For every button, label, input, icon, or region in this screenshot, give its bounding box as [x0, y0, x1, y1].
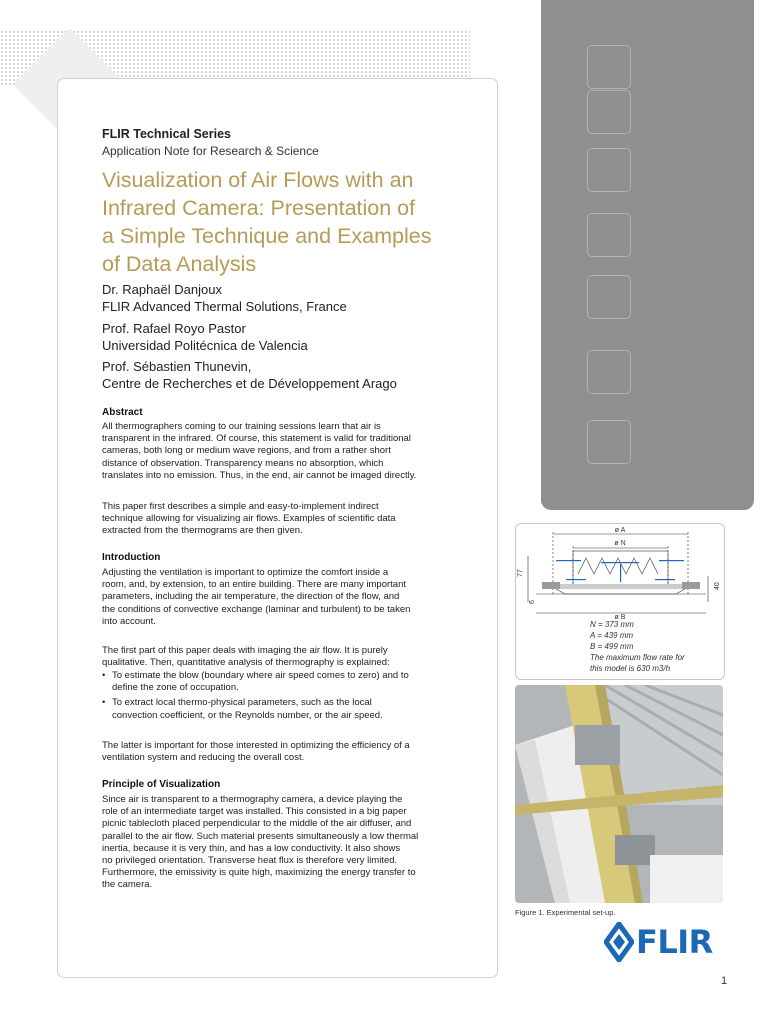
- author-affiliation: Universidad Politécnica de Valencia: [102, 338, 308, 353]
- text-line: parameters, including the air temperature, the direction of the flow, and: [102, 591, 400, 603]
- decorative-square: [587, 148, 631, 192]
- introduction-paragraph: [102, 567, 472, 628]
- label-diameter-b: ø B: [614, 614, 626, 621]
- spec-line: A = 439 mm: [590, 631, 634, 640]
- label-diameter-n: ø N: [614, 540, 626, 547]
- text-line: All thermographers coming to our training sessions learn that air is: [102, 421, 381, 432]
- text-line: the camera.: [102, 879, 153, 891]
- introduction-paragraph: [102, 645, 472, 669]
- text-line: Adjusting the ventilation is important to optimize the comfort inside a: [102, 567, 389, 578]
- text-line: picnic tablecloth placed perpendicular to the middle of the air diffuser, and: [102, 818, 412, 830]
- label-diameter-a: ø A: [614, 527, 626, 534]
- title-line: Visualization of Air Flows with an: [102, 168, 414, 192]
- diffuser-specs: [590, 619, 685, 674]
- author-name: Prof. Sébastien Thunevin,: [102, 359, 252, 374]
- decorative-square: [587, 90, 631, 134]
- dimension-label: 40: [714, 582, 721, 590]
- title-line: a Simple Technique and Examples: [102, 224, 432, 248]
- author-affiliation: FLIR Advanced Thermal Solutions, France: [102, 299, 347, 314]
- introduction-paragraph: [102, 740, 472, 764]
- author-block: [102, 320, 308, 354]
- text-line: no privileged orientation. Transverse heat flux is therefore very limited.: [102, 855, 398, 867]
- bullet-list: [102, 670, 472, 722]
- application-note-label: Application Note for Research & Science: [102, 144, 319, 158]
- abstract-paragraph: [102, 421, 472, 482]
- flir-wordmark: FLIR: [636, 923, 713, 961]
- author-name: Prof. Rafael Royo Pastor: [102, 321, 246, 336]
- text-line: Since air is transparent to a thermography camera, a device playing the: [102, 794, 403, 805]
- decorative-square: [587, 420, 631, 464]
- text-line: convection coefficient, or the Reynolds number, or the air speed.: [112, 709, 383, 721]
- title-line: of Data Analysis: [102, 252, 257, 276]
- abstract-paragraph: [102, 501, 472, 538]
- principle-heading: Principle of Visualization: [102, 779, 221, 790]
- text-line: extracted from the thermograms are then given.: [102, 525, 303, 537]
- bullet-marker: •: [102, 697, 106, 709]
- spec-line: B = 499 mm: [590, 642, 634, 651]
- text-line: inertia, because it is very thin, and has a low conductivity. It also shows: [102, 842, 401, 854]
- document-title: [102, 166, 492, 278]
- text-line: The first part of this paper deals with imaging the air flow. It is purely: [102, 645, 388, 656]
- principle-paragraph: [102, 794, 472, 892]
- text-line: role of an intermediate target was installed. This consisted in a big paper: [102, 806, 407, 818]
- decorative-square: [587, 275, 631, 319]
- introduction-heading: Introduction: [102, 552, 161, 563]
- text-line: into account.: [102, 615, 156, 627]
- author-block: [102, 281, 347, 315]
- flir-diamond-icon: [604, 922, 634, 962]
- text-line: To extract local thermo-physical parameters, such as the local: [112, 697, 372, 709]
- text-line: distance of observation. Transparency means no absorption, which: [102, 457, 384, 469]
- author-name: Dr. Raphaël Danjoux: [102, 282, 222, 297]
- series-label: FLIR Technical Series: [102, 127, 231, 141]
- decorative-square: [587, 350, 631, 394]
- text-line: transparent in the infrared. Of course, this statement is valid for traditional: [102, 433, 411, 445]
- text-line: translates into no emission. Thus, in the end, air cannot be imaged directly.: [102, 469, 417, 481]
- abstract-heading: Abstract: [102, 407, 143, 418]
- page-number: 1: [721, 975, 728, 987]
- bullet-marker: •: [102, 670, 106, 681]
- decorative-grey-column: [541, 0, 754, 510]
- title-line: Infrared Camera: Presentation of: [102, 196, 416, 220]
- text-line: To estimate the blow (boundary where air speed comes to zero) and to: [112, 670, 409, 681]
- text-line: Furthermore, the emissivity is quite high, maximizing the energy transfer to: [102, 867, 416, 879]
- text-line: The latter is important for those interested in optimizing the efficiency of a: [102, 740, 410, 751]
- figure-caption: Figure 1. Experimental set-up.: [515, 908, 616, 917]
- text-line: technique allowing for visualizing air flows. Examples of scientific data: [102, 513, 396, 525]
- text-line: cameras, both long or medium wave regions, and from a rather short: [102, 445, 391, 457]
- experimental-setup-photo: [515, 685, 723, 903]
- spec-line: this model is 630 m3/h: [590, 664, 671, 673]
- dimension-label: 6: [529, 600, 536, 604]
- text-line: ventilation system and reducing the overall cost.: [102, 752, 305, 764]
- spec-line: N = 373 mm: [590, 620, 634, 629]
- decorative-square: [587, 213, 631, 257]
- text-line: the conditions of convective exchange (laminar and turbulent) to be taken: [102, 603, 411, 615]
- photo-illustration: [515, 685, 723, 903]
- text-line: parallel to the air flow. Such material presents simultaneously a low thermal: [102, 830, 419, 842]
- text-line: This paper first describes a simple and easy-to-implement indirect: [102, 501, 379, 512]
- spec-line: The maximum flow rate for: [590, 653, 685, 662]
- text-line: define the zone of occupation.: [112, 682, 239, 694]
- list-item: [102, 697, 472, 721]
- text-line: qualitative. Then, quantitative analysis of thermography is explained:: [102, 657, 390, 669]
- text-line: room, and, by extension, to an entire building. There are many important: [102, 579, 406, 591]
- decorative-square: [587, 45, 631, 89]
- flir-logo: [604, 922, 713, 962]
- dimension-label: 77: [517, 569, 524, 577]
- list-item: [102, 670, 472, 694]
- author-affiliation: Centre de Recherches et de Développement Arago: [102, 376, 397, 391]
- author-block: [102, 358, 397, 392]
